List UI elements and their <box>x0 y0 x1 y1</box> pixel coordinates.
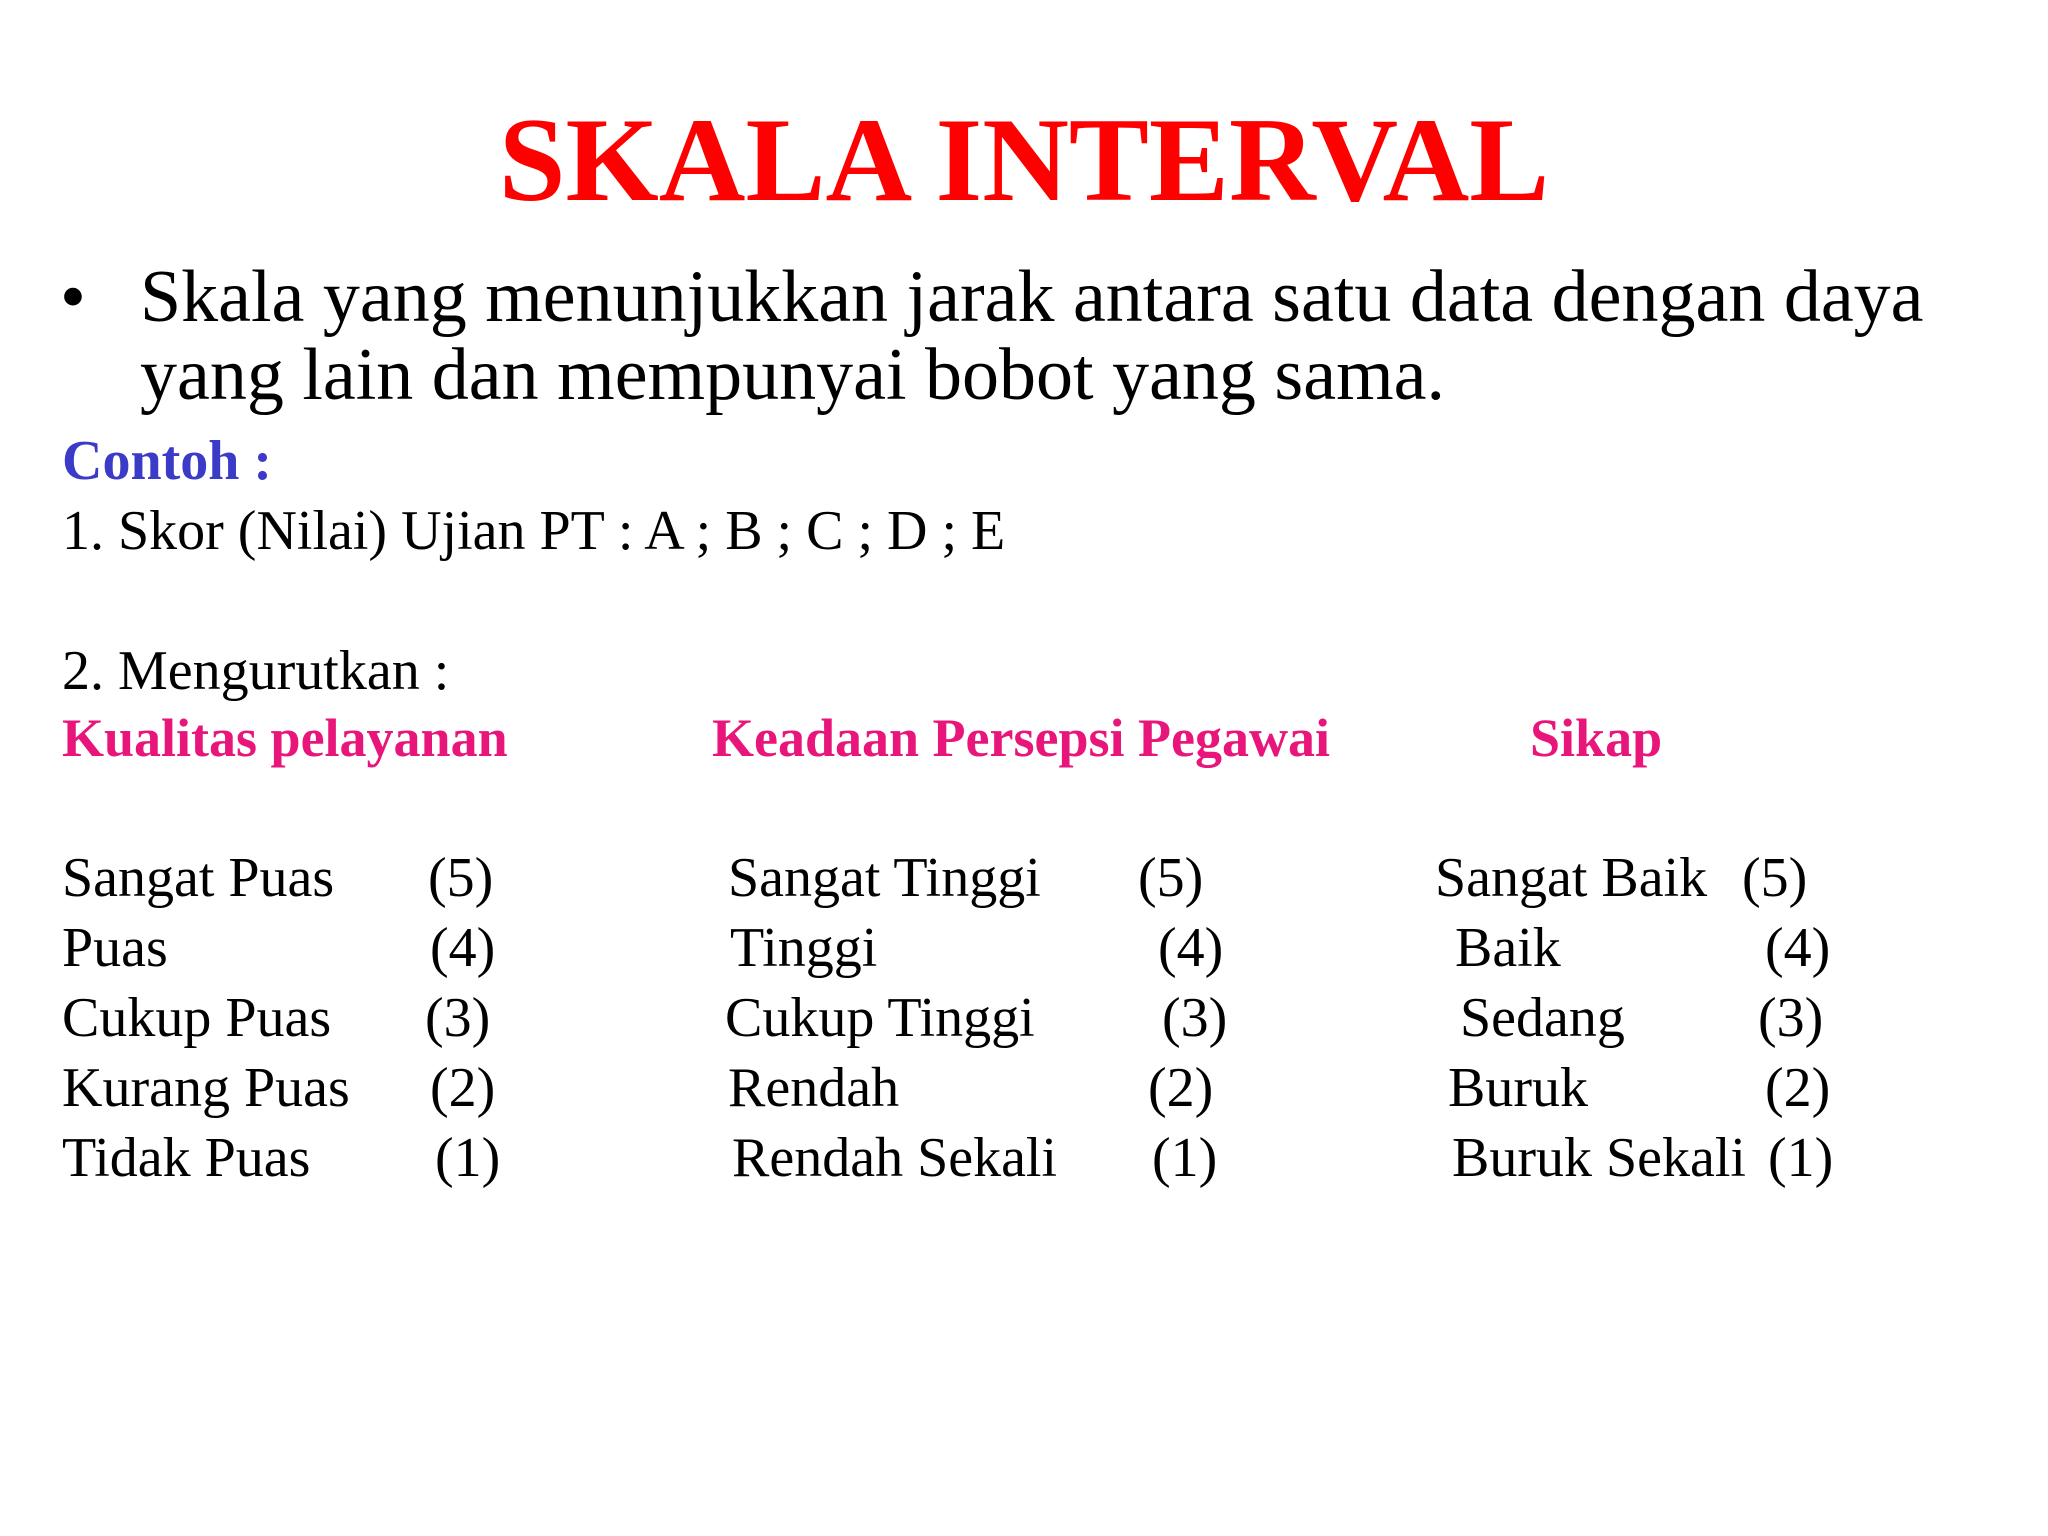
list-item-label: Baik <box>1455 917 1561 979</box>
list-item-score: (2) <box>430 1057 496 1119</box>
list-item-label: Sangat Baik <box>1435 847 1708 909</box>
list-item-label: Sangat Tinggi <box>728 847 1041 909</box>
list-item-label: Rendah Sekali <box>732 1127 1058 1189</box>
list-item-label: Buruk Sekali <box>1452 1127 1746 1189</box>
list-item-label: Kurang Puas <box>62 1057 350 1119</box>
list-item-label: Sangat Puas <box>62 847 335 909</box>
list-item-score: (1) <box>435 1127 501 1189</box>
list-item-score: (1) <box>1152 1127 1218 1189</box>
list-item-label: Tinggi <box>730 917 878 979</box>
list-item-score: (3) <box>1162 987 1228 1049</box>
list-item-score: (5) <box>1138 847 1204 909</box>
list-item-score: (3) <box>425 987 491 1049</box>
list-item-label: Cukup Puas <box>62 987 332 1049</box>
list-item-label: Puas <box>62 917 168 979</box>
example-label: Contoh : <box>62 430 273 492</box>
example-item-1: 1. Skor (Nilai) Ujian PT : A ; B ; C ; D ; E <box>62 500 1006 562</box>
list-item-label: Rendah <box>728 1057 900 1119</box>
list-item-score: (5) <box>428 847 494 909</box>
list-item-score: (2) <box>1148 1057 1214 1119</box>
list-item-score: (2) <box>1765 1057 1831 1119</box>
definition-text: Skala yang menunjukkan jarak antara satu data dengan daya yang lain dan mempunyai bobot yang sama. <box>140 256 1924 416</box>
bullet-marker: • <box>60 256 86 338</box>
list-item-score: (3) <box>1758 987 1824 1049</box>
column-heading-kualitas: Kualitas pelayanan <box>62 708 508 768</box>
list-item-label: Tidak Puas <box>62 1127 311 1189</box>
example-item-2: 2. Mengurutkan : <box>62 640 450 702</box>
column-heading-persepsi: Keadaan Persepsi Pegawai <box>712 708 1330 768</box>
list-item-label: Cukup Tinggi <box>725 987 1035 1049</box>
list-item-score: (4) <box>1765 917 1831 979</box>
list-item-score: (4) <box>1158 917 1224 979</box>
list-item-score: (5) <box>1742 847 1808 909</box>
list-item-label: Buruk <box>1448 1057 1588 1119</box>
list-item-score: (4) <box>430 917 496 979</box>
column-heading-sikap: Sikap <box>1530 708 1663 768</box>
slide-title: SKALA INTERVAL <box>498 93 1550 226</box>
list-item-score: (1) <box>1768 1127 1834 1189</box>
list-item-label: Sedang <box>1460 987 1625 1049</box>
